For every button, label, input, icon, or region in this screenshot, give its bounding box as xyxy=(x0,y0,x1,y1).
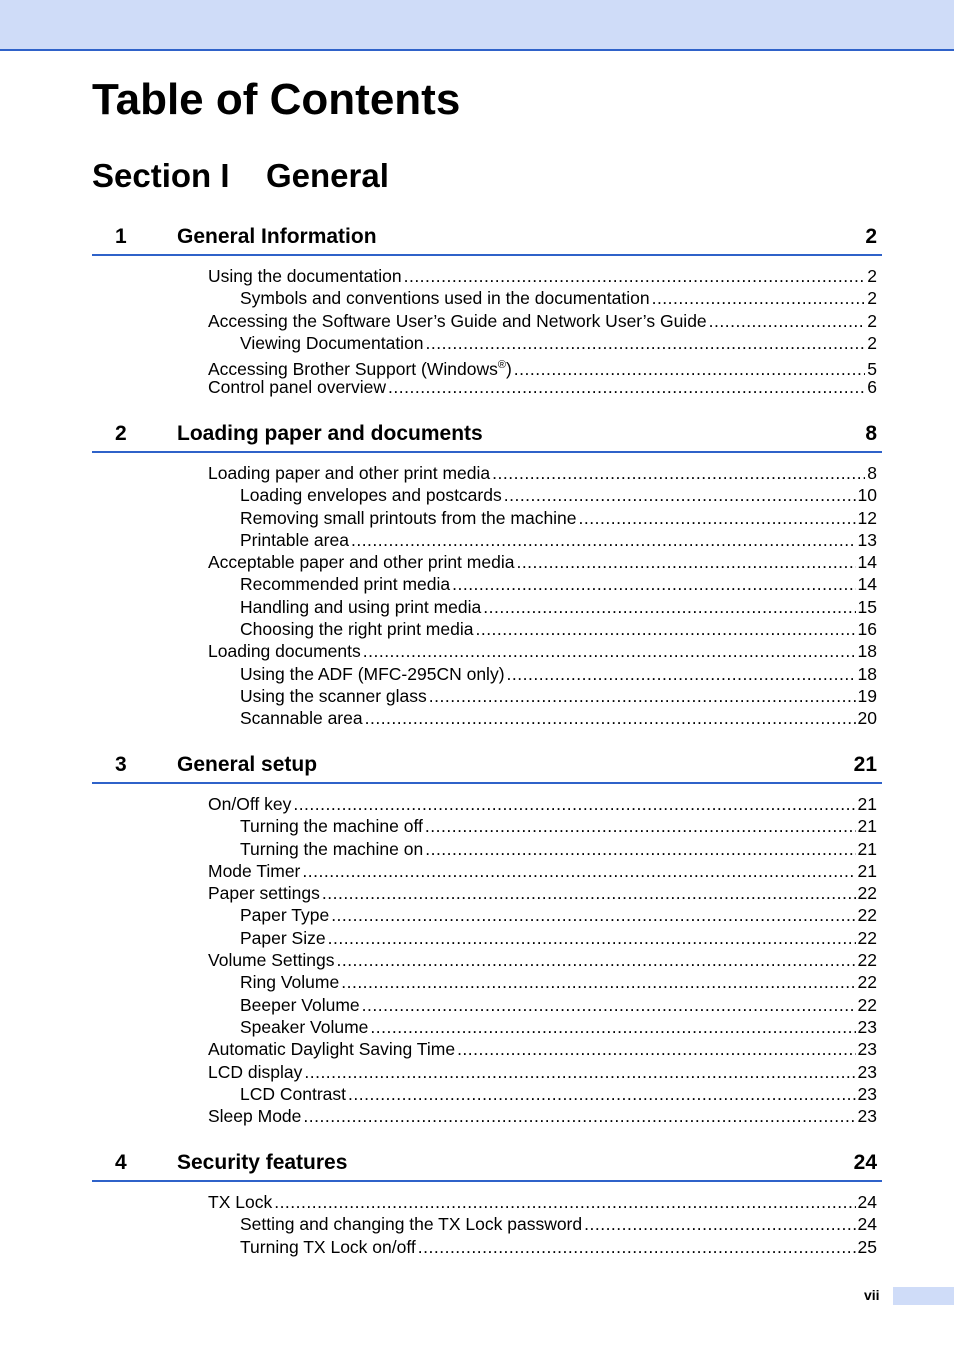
toc-entry[interactable] xyxy=(240,529,877,551)
toc-entry-title xyxy=(240,1083,346,1105)
toc-entry-list xyxy=(92,453,882,730)
toc-entry-page: 21 xyxy=(857,860,877,881)
toc-entry-text: Control panel overview xyxy=(208,377,387,398)
dot-leader xyxy=(336,949,855,971)
toc-entry-page: 21 xyxy=(857,794,877,814)
chapter-heading[interactable] xyxy=(92,749,882,784)
toc-entry[interactable] xyxy=(208,310,877,332)
toc-entry[interactable] xyxy=(240,663,877,685)
toc-entry-title xyxy=(240,707,363,729)
dot-leader xyxy=(584,1213,855,1235)
toc-entry-page: 14 xyxy=(857,574,877,595)
toc-entry-text: Using the ADF (MFC-295CN only) xyxy=(240,663,505,684)
toc-entry-page: 22 xyxy=(857,883,877,904)
toc-entry[interactable] xyxy=(208,882,877,904)
chapter-number: 1 xyxy=(115,225,127,248)
toc-entry-title xyxy=(240,573,450,595)
toc-entry-title xyxy=(208,310,707,332)
toc-entry-text: Handling and using print media xyxy=(240,596,482,617)
toc-entry-text: Using the scanner glass xyxy=(240,685,427,706)
toc-entry-text: Using the documentation xyxy=(208,266,402,286)
chapter-number: 3 xyxy=(115,753,127,776)
toc-entry-text: Recommended print media xyxy=(240,574,451,595)
toc-entry[interactable] xyxy=(208,1061,877,1083)
toc-entry-title xyxy=(208,376,386,398)
toc-entry-text: Loading documents xyxy=(208,641,361,662)
chapter-page-number: 21 xyxy=(853,753,877,776)
dot-leader xyxy=(341,971,855,993)
toc-entry-page: 22 xyxy=(857,927,877,948)
toc-entry[interactable] xyxy=(208,354,877,380)
toc-entry-text: Mode Timer xyxy=(208,860,301,881)
dot-leader xyxy=(331,904,855,926)
registered-mark: ® xyxy=(497,359,506,372)
toc-entry-text: Paper settings xyxy=(208,883,320,904)
toc-entry-text: Automatic Daylight Saving Time xyxy=(208,1039,456,1060)
toc-entry[interactable] xyxy=(208,376,877,398)
toc-entry-title xyxy=(240,618,473,640)
toc-entry-page: 24 xyxy=(857,1192,877,1212)
toc-entry-title xyxy=(240,971,339,993)
toc-entry[interactable] xyxy=(208,1105,877,1127)
toc-entry-title xyxy=(240,927,326,949)
toc-entry[interactable] xyxy=(240,1213,877,1235)
toc-entry-text: LCD Contrast xyxy=(240,1083,347,1104)
toc-entry[interactable] xyxy=(240,685,877,707)
page-title: Table of Contents xyxy=(92,75,461,124)
toc-entry-title xyxy=(208,860,300,882)
section-label: Section I xyxy=(92,157,230,194)
toc-entry-page: 25 xyxy=(857,1236,877,1257)
toc-entry-text: Accessing Brother Support (Windows xyxy=(208,359,498,380)
toc-entry[interactable] xyxy=(208,265,877,287)
toc-entry-page: 2 xyxy=(867,266,877,286)
toc-entry[interactable] xyxy=(240,971,877,993)
toc-entry-suffix: ) xyxy=(505,359,512,380)
chapter-heading[interactable] xyxy=(92,1147,882,1182)
dot-leader xyxy=(363,640,856,662)
toc-entry-title xyxy=(240,1236,416,1258)
toc-entry-text: Viewing Documentation xyxy=(240,332,424,353)
header-band xyxy=(0,0,954,51)
dot-leader xyxy=(507,663,856,685)
toc-entry-text: Loading paper and other print media xyxy=(208,463,491,483)
toc-entry[interactable] xyxy=(240,994,877,1016)
toc-entry-page: 21 xyxy=(857,838,877,859)
toc-entry-text: Beeper Volume xyxy=(240,994,360,1015)
chapter-page-number: 24 xyxy=(853,1151,877,1174)
toc-entry-title xyxy=(208,462,490,484)
chapter-heading[interactable] xyxy=(92,221,882,256)
toc-entry-title xyxy=(240,815,423,837)
toc-entry-text: Symbols and conventions used in the documentation xyxy=(240,288,650,309)
toc-entry[interactable] xyxy=(208,462,877,484)
toc-entry-page: 19 xyxy=(857,685,877,706)
chapter-3 xyxy=(92,749,882,1127)
toc-entry-page: 23 xyxy=(857,1039,877,1060)
chapter-1 xyxy=(92,221,882,399)
toc-entry-title xyxy=(208,1038,455,1060)
chapter-title: General setup xyxy=(177,753,318,776)
toc-entry-text: Scannable area xyxy=(240,708,363,729)
toc-entry-text: LCD display xyxy=(208,1061,303,1082)
chapter-2 xyxy=(92,418,882,730)
dot-leader xyxy=(504,484,856,506)
page-number: vii xyxy=(864,1287,880,1303)
toc-entry[interactable] xyxy=(240,507,877,529)
toc-entry-text: Volume Settings xyxy=(208,950,335,971)
toc-entry-title xyxy=(240,685,427,707)
toc-entry-page: 10 xyxy=(857,485,877,506)
toc-entry-page: 22 xyxy=(857,994,877,1015)
toc-entry-page: 12 xyxy=(857,507,877,528)
dot-leader xyxy=(303,1105,855,1127)
toc-entry-page: 22 xyxy=(857,972,877,993)
toc-entry[interactable] xyxy=(208,1191,877,1213)
toc-entry-text: Accessing the Software User’s Guide and Network User’s Guide xyxy=(208,310,707,331)
toc-entry[interactable] xyxy=(240,596,877,618)
dot-leader xyxy=(475,618,855,640)
toc-entry-page: 18 xyxy=(857,641,877,662)
chapter-number: 2 xyxy=(115,422,127,445)
toc-entry[interactable] xyxy=(240,838,877,860)
chapter-title: Security features xyxy=(177,1151,348,1174)
toc-entry-text: Acceptable paper and other print media xyxy=(208,552,515,573)
dot-leader xyxy=(293,793,855,815)
toc-entry-title xyxy=(240,484,502,506)
toc-entry-list xyxy=(92,1182,882,1258)
toc-entry-page: 23 xyxy=(857,1016,877,1037)
toc-entry[interactable] xyxy=(208,1038,877,1060)
toc-entry-title xyxy=(208,1105,301,1127)
dot-leader xyxy=(322,882,856,904)
dot-leader xyxy=(426,332,866,354)
toc-entry-page: 14 xyxy=(857,552,877,573)
chapter-title: Loading paper and documents xyxy=(177,422,483,445)
toc-entry[interactable] xyxy=(240,927,877,949)
toc-entry-text: Ring Volume xyxy=(240,972,340,993)
dot-leader xyxy=(579,507,856,529)
toc-entry-title xyxy=(240,994,360,1016)
toc-entry-title xyxy=(240,838,423,860)
dot-leader xyxy=(351,529,856,551)
section-heading xyxy=(92,156,389,196)
toc-entry-title xyxy=(240,529,349,551)
toc-entry[interactable] xyxy=(208,793,877,815)
chapter-number: 4 xyxy=(115,1151,127,1174)
dot-leader xyxy=(370,1016,855,1038)
toc-entry-title xyxy=(208,793,291,815)
toc-entry[interactable] xyxy=(240,904,877,926)
toc-entry[interactable] xyxy=(240,484,877,506)
toc-entry-title xyxy=(240,287,650,309)
toc-entry-page: 2 xyxy=(867,332,877,353)
toc-entry-title xyxy=(208,640,361,662)
toc-entry-text: On/Off key xyxy=(208,794,292,814)
toc-entry-page: 18 xyxy=(857,663,877,684)
toc-entry-title xyxy=(240,1213,582,1235)
toc-entry[interactable] xyxy=(240,1016,877,1038)
toc-entry-page: 5 xyxy=(867,359,877,380)
toc-entry-text: Speaker Volume xyxy=(240,1016,369,1037)
toc-entry-page: 24 xyxy=(857,1214,877,1235)
dot-leader xyxy=(457,1038,855,1060)
toc-entry-page: 23 xyxy=(857,1083,877,1104)
dot-leader xyxy=(274,1191,855,1213)
toc-entry-text: Turning TX Lock on/off xyxy=(240,1236,416,1257)
page-corner-tab xyxy=(893,1287,954,1305)
toc-entry[interactable] xyxy=(208,551,877,573)
toc-entry-page: 13 xyxy=(857,529,877,550)
toc-entry-page: 6 xyxy=(867,377,877,398)
chapter-heading[interactable] xyxy=(92,418,882,453)
toc-entry-page: 15 xyxy=(857,596,877,617)
toc-entry-page: 23 xyxy=(857,1106,877,1127)
toc-entry-title xyxy=(240,507,577,529)
toc-entry-page: 22 xyxy=(857,950,877,971)
toc-entry-page: 21 xyxy=(857,816,877,837)
toc-entry[interactable] xyxy=(240,332,877,354)
chapter-title: General Information xyxy=(177,225,377,248)
toc-entry-title xyxy=(208,882,320,904)
chapter-page-number: 2 xyxy=(865,225,877,248)
dot-leader xyxy=(452,573,855,595)
dot-leader xyxy=(404,265,866,287)
chapter-page-number: 8 xyxy=(865,422,877,445)
toc-entry[interactable] xyxy=(208,949,877,971)
toc-entry-title xyxy=(240,663,505,685)
toc-entry-text: Choosing the right print media xyxy=(240,619,474,640)
dot-leader xyxy=(425,815,856,837)
toc-entry-text: Paper Size xyxy=(240,927,326,948)
toc-entry-text: Setting and changing the TX Lock password xyxy=(240,1214,583,1235)
toc-entry-text: Turning the machine off xyxy=(240,816,423,837)
toc-entry-page: 20 xyxy=(857,708,877,729)
chapter-4 xyxy=(92,1147,882,1258)
dot-leader xyxy=(516,551,855,573)
section-name: General xyxy=(266,157,389,194)
dot-leader xyxy=(429,685,856,707)
toc-entry-title xyxy=(208,1061,302,1083)
toc-entry[interactable] xyxy=(240,707,877,729)
toc-entry[interactable] xyxy=(240,1083,877,1105)
toc-entry-page: 2 xyxy=(867,310,877,331)
toc-entry-text: Turning the machine on xyxy=(240,838,424,859)
toc-entry-page: 22 xyxy=(857,905,877,926)
toc-entry-title xyxy=(240,596,481,618)
toc-entry-text: Sleep Mode xyxy=(208,1106,302,1127)
toc-entry-list xyxy=(92,256,882,399)
toc-entry-text: Loading envelopes and postcards xyxy=(240,485,502,506)
toc-entry[interactable] xyxy=(240,1236,877,1258)
dot-leader xyxy=(304,1061,855,1083)
toc-entry-title xyxy=(240,1016,368,1038)
dot-leader xyxy=(328,927,856,949)
dot-leader xyxy=(365,707,856,729)
toc-entry-title xyxy=(208,949,334,971)
toc-entry-title xyxy=(240,332,424,354)
dot-leader xyxy=(492,462,865,484)
toc-entry-page: 8 xyxy=(867,463,877,483)
toc-entry[interactable] xyxy=(240,618,877,640)
toc-entry-text: Removing small printouts from the machine xyxy=(240,507,577,528)
dot-leader xyxy=(425,838,855,860)
toc-entry-text: TX Lock xyxy=(208,1192,273,1212)
toc-entry-page: 16 xyxy=(857,619,877,640)
toc-entry[interactable] xyxy=(208,640,877,662)
toc-entry[interactable] xyxy=(240,287,877,309)
dot-leader xyxy=(418,1236,856,1258)
dot-leader xyxy=(388,376,865,398)
toc-entry-page: 23 xyxy=(857,1061,877,1082)
toc-entry-text: Printable area xyxy=(240,529,349,550)
dot-leader xyxy=(709,310,866,332)
dot-leader xyxy=(302,860,855,882)
toc-entry-title xyxy=(208,265,402,287)
toc-entry-list xyxy=(92,784,882,1127)
dot-leader xyxy=(483,596,855,618)
toc-entry-text: Paper Type xyxy=(240,905,330,926)
toc-entry-page: 2 xyxy=(867,288,877,309)
dot-leader xyxy=(348,1083,856,1105)
toc-entry-title xyxy=(240,904,329,926)
toc-entry[interactable] xyxy=(240,815,877,837)
dot-leader xyxy=(362,994,856,1016)
toc-entry-title xyxy=(208,551,514,573)
toc-entry[interactable] xyxy=(208,860,877,882)
toc-entry-title xyxy=(208,1191,272,1213)
toc-entry[interactable] xyxy=(240,573,877,595)
dot-leader xyxy=(652,287,866,309)
